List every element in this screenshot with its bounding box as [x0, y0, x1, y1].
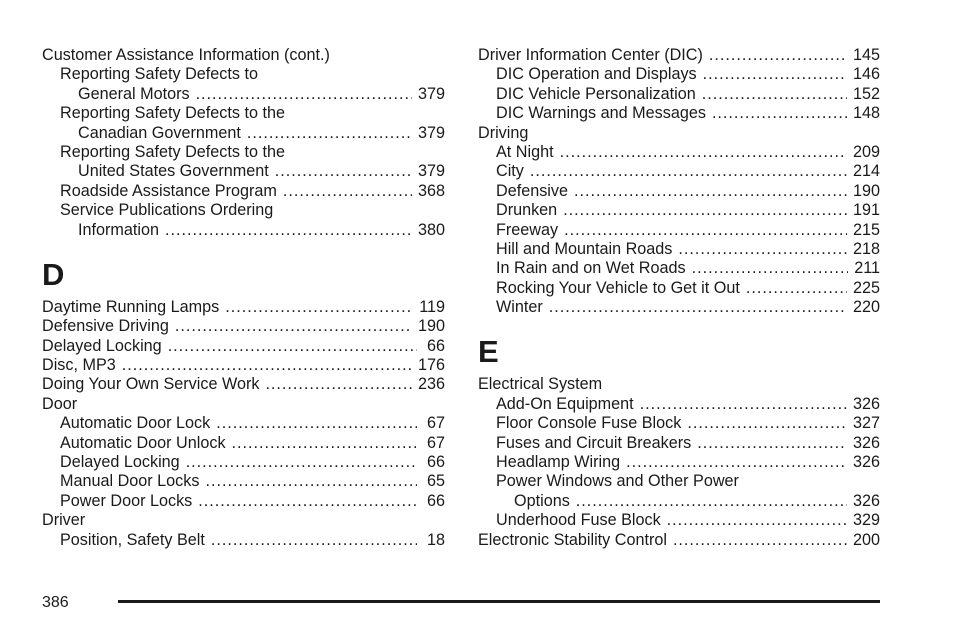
index-entry	[478, 85, 880, 104]
index-entry-text: Automatic Door Lock	[60, 414, 211, 433]
index-entry-text: Roadside Assistance Program	[60, 181, 277, 200]
leader-dots	[225, 298, 413, 317]
index-entry	[478, 65, 880, 84]
index-entry-text: Drunken	[496, 201, 558, 220]
leader-dots	[709, 46, 847, 65]
index-entry	[42, 337, 445, 356]
index-entry-page: 379	[417, 162, 445, 181]
leader-dots	[205, 472, 417, 491]
leader-dots	[198, 492, 417, 511]
index-entry	[478, 279, 880, 298]
index-entry-text: Reporting Safety Defects to the	[60, 142, 285, 161]
index-entry-page: 225	[852, 278, 880, 297]
index-entry	[42, 492, 445, 511]
footer-rule	[118, 600, 880, 603]
index-entry-page: 119	[419, 297, 445, 316]
index-entry-text: Doing Your Own Service Work	[42, 375, 260, 394]
index-entry	[478, 143, 880, 162]
index-entry-text: Driver	[42, 511, 86, 530]
index-entry-text: Hill and Mountain Roads	[496, 239, 673, 258]
index-entry-page: 67	[426, 414, 445, 433]
leader-dots	[165, 221, 412, 240]
index-entry	[478, 162, 880, 181]
section-letter: E	[478, 334, 499, 370]
index-entry-page: 379	[417, 123, 445, 142]
index-entry-page: 326	[852, 491, 880, 510]
index-entry-page: 209	[852, 142, 880, 161]
leader-dots	[564, 221, 847, 240]
index-entry-text: Driving	[478, 123, 529, 142]
index-entry-text: Disc, MP3	[42, 356, 116, 375]
index-entry	[42, 434, 445, 453]
index-entry	[42, 356, 445, 375]
index-entry	[478, 492, 880, 511]
index-entry-text: Delayed Locking	[42, 336, 162, 355]
index-entry-text: Add-On Equipment	[496, 394, 634, 413]
index-entry	[42, 298, 445, 317]
index-entry-page: 66	[426, 453, 445, 472]
index-entry-text: Defensive	[496, 181, 568, 200]
index-entry	[478, 395, 880, 414]
index-entry-text: Power Door Locks	[60, 491, 193, 510]
leader-dots	[640, 395, 847, 414]
index-entry-text: Delayed Locking	[60, 453, 180, 472]
leader-dots	[283, 182, 412, 201]
index-entry	[42, 472, 445, 491]
index-column-left	[42, 46, 445, 550]
leader-dots	[168, 337, 417, 356]
index-entry	[42, 414, 445, 433]
index-entry-text: Reporting Safety Defects to the	[60, 104, 285, 123]
index-entry	[478, 414, 880, 433]
index-entry	[478, 511, 880, 530]
index-entry-page: 66	[426, 336, 445, 355]
leader-dots	[574, 182, 847, 201]
index-entry	[478, 46, 880, 65]
index-entry-page: 200	[852, 530, 880, 549]
index-entry-text: In Rain and on Wet Roads	[496, 259, 686, 278]
index-entry-text: Position, Safety Belt	[60, 530, 205, 549]
index-entry	[478, 375, 880, 394]
leader-dots	[196, 85, 412, 104]
leader-dots	[216, 414, 417, 433]
leader-dots	[626, 453, 847, 472]
leader-dots	[576, 492, 847, 511]
index-entry	[478, 201, 880, 220]
index-entry-page: 146	[852, 65, 880, 84]
index-entry-page: 215	[852, 220, 880, 239]
index-entry-page: 220	[852, 298, 880, 317]
index-entry-text: Freeway	[496, 220, 559, 239]
index-entry	[42, 395, 445, 414]
index-entry	[478, 259, 880, 278]
index-entry	[42, 453, 445, 472]
index-entry-page: 191	[852, 201, 880, 220]
leader-dots	[175, 317, 412, 336]
section-letter: D	[42, 256, 65, 292]
leader-dots	[667, 511, 847, 530]
index-entry-page: 176	[417, 356, 445, 375]
index-entry	[478, 531, 880, 550]
index-entry	[42, 104, 445, 123]
index-entry-text: Automatic Door Unlock	[60, 433, 226, 452]
index-entry	[42, 317, 445, 336]
index-entry-text: Electrical System	[478, 375, 603, 394]
index-entry	[42, 201, 445, 220]
index-entry-text: DIC Vehicle Personalization	[496, 84, 696, 103]
index-entry-text: Floor Console Fuse Block	[496, 414, 682, 433]
index-entry-text: At Night	[496, 142, 554, 161]
index-entry-text: Information	[78, 220, 159, 239]
index-entry-page: 379	[417, 84, 445, 103]
index-entry-text: City	[496, 162, 524, 181]
index-entry	[42, 124, 445, 143]
leader-dots	[247, 124, 412, 143]
index-entry-page: 67	[426, 433, 445, 452]
index-entry-page: 214	[852, 162, 880, 181]
leader-dots	[549, 298, 847, 317]
index-entry-page: 190	[852, 181, 880, 200]
index-entry	[42, 143, 445, 162]
index-entry	[42, 85, 445, 104]
index-entry-text: Canadian Government	[78, 123, 241, 142]
index-entry-text: General Motors	[78, 84, 190, 103]
leader-dots	[122, 356, 412, 375]
index-entry	[478, 453, 880, 472]
index-entry	[42, 182, 445, 201]
leader-dots	[563, 201, 847, 220]
index-entry-text: Options	[514, 491, 570, 510]
index-entry-text: Defensive Driving	[42, 317, 169, 336]
index-entry	[478, 434, 880, 453]
index-entry	[478, 240, 880, 259]
index-entry-page: 236	[417, 375, 445, 394]
leader-dots	[265, 375, 412, 394]
index-entry-page: 329	[852, 511, 880, 530]
page-number: 386	[42, 594, 69, 611]
index-entry-page: 218	[852, 239, 880, 258]
index-entry-page: 65	[426, 472, 445, 491]
leader-dots	[232, 434, 417, 453]
index-entry-page: 326	[852, 433, 880, 452]
leader-dots	[275, 162, 412, 181]
index-entry	[478, 472, 880, 491]
index-entry-text: DIC Warnings and Messages	[496, 104, 706, 123]
index-entry-text: Manual Door Locks	[60, 472, 200, 491]
index-entry	[478, 221, 880, 240]
index-entry	[42, 162, 445, 181]
index-entry-page: 148	[852, 104, 880, 123]
index-entry-page: 327	[852, 414, 880, 433]
index-entry-text: Electronic Stability Control	[478, 530, 667, 549]
index-entry-text: Fuses and Circuit Breakers	[496, 433, 692, 452]
index-entry-text: Reporting Safety Defects to	[60, 65, 258, 84]
index-entry-page: 145	[852, 46, 880, 64]
leader-dots	[211, 531, 417, 550]
leader-dots	[697, 434, 847, 453]
index-entry-text: Driver Information Center (DIC)	[478, 46, 703, 64]
leader-dots	[712, 104, 847, 123]
index-entry	[42, 511, 445, 530]
index-entry	[478, 124, 880, 143]
leader-dots	[673, 531, 847, 550]
index-entry-page: 326	[852, 453, 880, 472]
index-entry-text: Rocking Your Vehicle to Get it Out	[496, 278, 740, 297]
index-entry-page: 152	[852, 84, 880, 103]
index-entry-text: United States Government	[78, 162, 269, 181]
index-entry-text: Daytime Running Lamps	[42, 297, 220, 316]
index-entry	[42, 221, 445, 240]
leader-dots	[530, 162, 847, 181]
leader-dots	[560, 143, 847, 162]
leader-dots	[186, 453, 417, 472]
leader-dots	[746, 279, 847, 298]
index-entry-page: 211	[854, 259, 880, 278]
index-entry	[478, 298, 880, 317]
leader-dots	[687, 414, 847, 433]
index-entry-text: Customer Assistance Information (cont.)	[42, 46, 330, 64]
index-entry	[478, 182, 880, 201]
index-entry-text: Power Windows and Other Power	[496, 472, 739, 491]
leader-dots	[678, 240, 847, 259]
index-entry-text: Headlamp Wiring	[496, 453, 621, 472]
index-entry-text: Underhood Fuse Block	[496, 511, 661, 530]
leader-dots	[703, 65, 847, 84]
leader-dots	[692, 259, 849, 278]
index-column-right	[478, 46, 880, 550]
index-entry	[42, 375, 445, 394]
index-entry-text: Door	[42, 394, 78, 413]
index-entry-page: 18	[426, 530, 445, 549]
index-entry	[42, 531, 445, 550]
index-entry-page: 66	[426, 491, 445, 510]
index-entry-text: Winter	[496, 298, 543, 317]
index-entry	[478, 104, 880, 123]
index-entry-page: 326	[852, 394, 880, 413]
index-entry-text: Service Publications Ordering	[60, 201, 274, 220]
index-entry-page: 380	[417, 220, 445, 239]
index-entry-page: 368	[417, 181, 445, 200]
index-entry-page: 190	[417, 317, 445, 336]
index-entry	[42, 46, 445, 65]
index-entry-text: DIC Operation and Displays	[496, 65, 697, 84]
index-entry	[42, 65, 445, 84]
leader-dots	[702, 85, 847, 104]
